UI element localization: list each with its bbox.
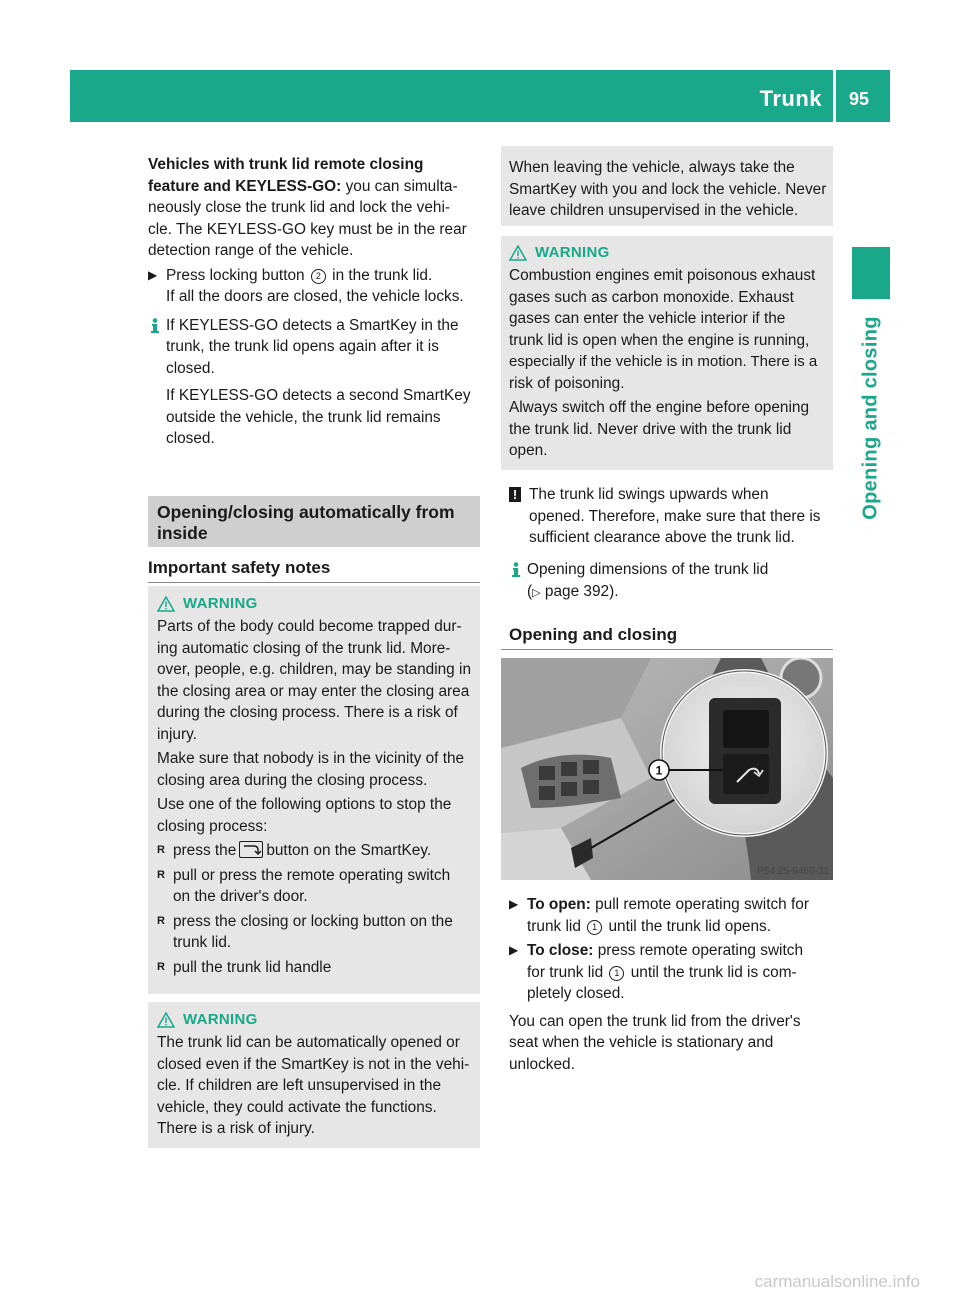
info-line: closed. xyxy=(166,430,215,447)
trunk-key-icon xyxy=(239,841,263,858)
note-line: opened. Therefore, make sure that there is xyxy=(529,507,821,525)
info-line: closed. xyxy=(166,359,215,377)
bullet-text: pull the trunk lid handle xyxy=(173,958,332,976)
callout-2-icon: 2 xyxy=(311,269,326,284)
step-text: trunk lid xyxy=(527,917,581,935)
step-arrow-icon: ▶ xyxy=(148,267,158,282)
warning-line: Always switch off the engine before opening xyxy=(509,399,810,416)
photo-code: P54.25-9466-31 xyxy=(757,866,829,877)
step-text: Press locking button xyxy=(166,266,305,284)
safety-notes-heading: Important safety notes xyxy=(148,558,331,577)
info-line: trunk, the trunk lid opens again after it is xyxy=(166,338,439,355)
bullet-text: press the xyxy=(173,842,237,859)
step-label: To open: xyxy=(527,896,591,913)
warning-line: There is a risk of injury. xyxy=(157,1120,315,1137)
warning-triangle-icon xyxy=(157,1012,175,1028)
side-tab xyxy=(852,315,890,520)
step-open xyxy=(509,894,834,937)
page-reference-link[interactable]: page 392). xyxy=(544,582,619,600)
note-clearance xyxy=(509,484,835,549)
warning-line: during the closing process. There is a risk of xyxy=(157,704,458,721)
warning-line: gases such as carbon monoxide. Exhaust xyxy=(509,288,794,306)
info-line: Opening dimensions of the trunk lid xyxy=(527,561,769,578)
bullet-icon: R xyxy=(157,868,165,881)
warning-label: WARNING xyxy=(183,1011,258,1028)
step-press-locking xyxy=(148,265,480,308)
warning-line: Parts of the body could become trapped dur- xyxy=(157,618,462,635)
bullet-icon: R xyxy=(157,914,165,927)
step-text: pletely closed. xyxy=(527,985,625,1002)
door-panel-illustration xyxy=(501,658,833,880)
warning-line: open. xyxy=(509,442,548,459)
bullet-text: on the driver's door. xyxy=(173,888,308,905)
remote-heading-line2: feature and KEYLESS-GO: xyxy=(148,177,342,195)
warning-line: Make sure that nobody is in the vicinity of the xyxy=(157,750,465,767)
section-heading: Opening/closing automatically from xyxy=(157,502,455,522)
watermark: carmanualsonline.info xyxy=(754,1272,920,1291)
photo-callout-1: 1 xyxy=(655,763,663,778)
list-item xyxy=(157,911,475,954)
step-text: press remote operating switch xyxy=(597,942,804,959)
step-close xyxy=(509,940,834,1005)
warning-box-1 xyxy=(148,586,480,994)
note-line: sufficient clearance above the trunk lid. xyxy=(529,529,795,546)
bullet-text: button on the SmartKey. xyxy=(266,842,432,859)
warning-line: injury. xyxy=(157,725,197,743)
warning-line: risk of poisoning. xyxy=(509,374,625,392)
info-opening-dimensions xyxy=(509,559,852,604)
remote-body-first: you can simulta- xyxy=(345,177,458,195)
section-heading-line2: inside xyxy=(157,523,208,543)
box-line: When leaving the vehicle, always take the xyxy=(509,159,795,176)
exclamation-icon: ! xyxy=(509,487,521,502)
warning-box-3 xyxy=(501,236,833,470)
warning-triangle-icon xyxy=(509,245,527,261)
page-number: 95 xyxy=(848,89,870,109)
info-line: outside the vehicle, the trunk lid remains xyxy=(166,408,441,426)
box-line: SmartKey with you and lock the vehicle. Never xyxy=(509,180,827,198)
opening-closing-heading: Opening and closing xyxy=(509,625,678,644)
warning-line: closed even if the SmartKey is not in the vehi- xyxy=(157,1055,470,1073)
warning-line: the trunk lid. Never drive with the trunk lid xyxy=(509,420,792,438)
step-text: until the trunk lid is com- xyxy=(630,963,797,981)
warning-line: the closing area or may enter the closing area xyxy=(157,682,470,700)
heading-rule xyxy=(501,649,833,650)
step-text: for trunk lid xyxy=(527,963,604,981)
callout-1-icon: 1 xyxy=(609,966,624,981)
step-arrow-icon: ▶ xyxy=(509,943,519,957)
note-line: The trunk lid swings upwards when xyxy=(529,486,769,503)
warning-line: cle. If children are left unsupervised in the xyxy=(157,1077,442,1094)
side-tab-block xyxy=(852,247,890,299)
instruction-steps xyxy=(509,894,834,1075)
closing-paragraph xyxy=(509,1011,834,1076)
remote-heading-line1: Vehicles with trunk lid remote closing xyxy=(148,156,424,173)
remote-body-line: detection range of the vehicle. xyxy=(148,242,354,259)
warning-line: The trunk lid can be automatically opened or xyxy=(157,1034,460,1051)
warning-header xyxy=(509,244,829,261)
step-text: in the trunk lid. xyxy=(332,266,433,284)
warning-line: gases can enter the vehicle interior if the xyxy=(509,310,786,327)
step-text: until the trunk lid opens. xyxy=(608,917,772,935)
warning-box-2 xyxy=(148,1002,480,1148)
info-line: If KEYLESS-GO detects a SmartKey in the xyxy=(166,316,459,334)
door-switch-photo xyxy=(501,658,833,880)
remote-closing-section xyxy=(148,154,480,450)
list-item xyxy=(157,840,475,862)
warning-label: WARNING xyxy=(535,244,610,261)
warning-triangle-icon xyxy=(157,596,175,612)
step-text: pull remote operating switch for xyxy=(595,896,809,913)
info-icon xyxy=(148,318,162,333)
info-line: If KEYLESS-GO detects a second SmartKey xyxy=(166,387,471,404)
bullet-icon: R xyxy=(157,960,165,973)
warning-line: closing process: xyxy=(157,817,268,835)
warning-line: Use one of the following options to stop the xyxy=(157,796,452,813)
info-icon xyxy=(509,562,523,577)
paragraph-line: unlocked. xyxy=(509,1055,575,1073)
bullet-text: pull or press the remote operating switch xyxy=(173,866,451,884)
remote-body-line: cle. The KEYLESS-GO key must be in the rear xyxy=(148,220,467,238)
heading-rule xyxy=(148,582,480,583)
list-item xyxy=(157,957,475,979)
warning-header xyxy=(157,1011,475,1028)
callout-1-icon: 1 xyxy=(587,920,602,935)
bullet-text: press the closing or locking button on the xyxy=(173,912,453,930)
page-ref-arrow-icon: ▷ xyxy=(532,586,541,599)
section-heading-box xyxy=(148,496,480,547)
page-title: Trunk xyxy=(759,86,822,111)
warning-label: WARNING xyxy=(183,595,258,612)
info-box-children xyxy=(501,146,833,226)
warning-line: Combustion engines emit poisonous exhaust xyxy=(509,267,816,284)
remote-body-line: neously close the trunk lid and lock the vehi- xyxy=(148,199,450,216)
step-line2: If all the doors are closed, the vehicle locks. xyxy=(166,288,464,305)
paragraph-line: seat when the vehicle is stationary and xyxy=(509,1034,774,1051)
warning-line: vehicle, they could activate the functions. xyxy=(157,1098,437,1116)
step-label: To close: xyxy=(527,942,594,959)
info-note-keyless xyxy=(148,315,480,450)
warning-header xyxy=(157,595,475,612)
step-arrow-icon: ▶ xyxy=(509,897,519,911)
warning-line: closing area during the closing process. xyxy=(157,771,428,789)
info-paren: ( xyxy=(527,582,533,600)
bullet-text: trunk lid. xyxy=(173,934,232,951)
warning-line: trunk lid is open when the engine is running, xyxy=(509,331,810,349)
warning-line: ing automatic closing of the trunk lid. More- xyxy=(157,639,451,657)
list-item xyxy=(157,865,475,908)
side-tab-label: Opening and closing xyxy=(859,315,882,520)
bullet-icon: R xyxy=(157,844,165,856)
warning-line: especially if the vehicle is in motion. There is a xyxy=(509,353,818,370)
warning-line: over, people, e.g. children, may be standing in xyxy=(157,661,471,678)
paragraph-line: You can open the trunk lid from the driver's xyxy=(509,1012,801,1030)
box-line: leave children unsupervised in the vehicle. xyxy=(509,202,799,219)
